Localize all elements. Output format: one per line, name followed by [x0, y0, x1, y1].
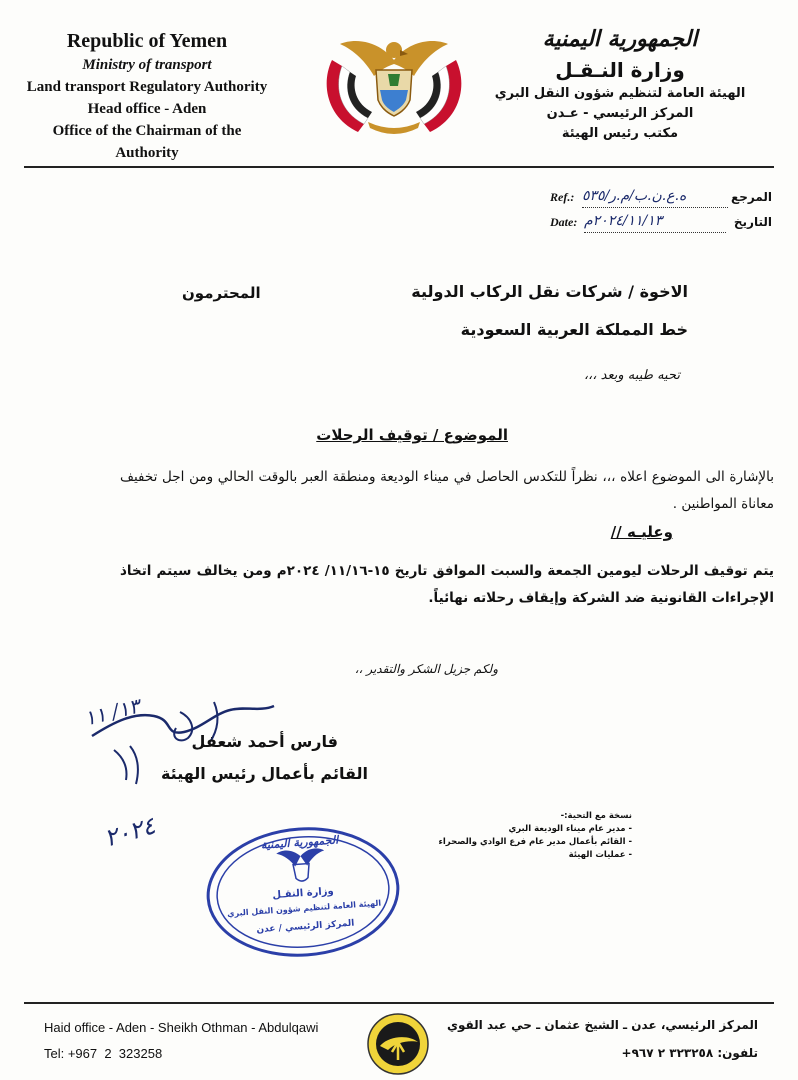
header-ar-line3: الهيئة العامة لتنظيم شؤون النقل البري [494, 86, 746, 101]
ref-ar-label: المرجع [731, 190, 772, 204]
stamp-top: الجمهورية اليمنية [260, 833, 339, 852]
recipient-line2: خط المملكة العربية السعودية [460, 320, 688, 339]
header-en-line1: Republic of Yemen [66, 30, 228, 52]
recipient-line1: الاخوة / شركات نقل الركاب الدولية [411, 282, 688, 301]
body-paragraph-1: بالإشارة الى الموضوع اعلاه ،،، نظراً للتكدس الحاصل في ميناء الوديعة ومنطقة العبر بالوقت الحالي ومن اجل تخفيف معاناة المواطنين . [120, 469, 774, 512]
recipient-honorific: المحترمون [182, 284, 261, 302]
date-ar-label: التاريخ [733, 215, 772, 229]
header-arabic [470, 22, 770, 144]
date-value: ٢٠٢٤/١١/١٣م [584, 213, 663, 229]
stamp-line2: الهيئة العامة لتنظيم شؤون النقل البري [226, 898, 382, 919]
footer-en-address: Haid office - Aden - Sheikh Othman - Abdulqawi [44, 1020, 319, 1035]
footer-divider [24, 1002, 774, 1004]
footer-logo-icon [366, 1012, 430, 1076]
header-en-line4: Head office - Aden [87, 101, 207, 117]
heading-wa-alayh: وعليـه // [610, 523, 673, 541]
header-ar-line4: المركز الرئيسي - عـدن [546, 106, 694, 121]
stamp-line3: المركز الرئيسي / عدن [256, 918, 355, 936]
header-english [22, 28, 272, 164]
closing: ولكم جزيل الشكر والتقدير ،، [354, 662, 498, 676]
cc-title: نسخة مع التحية:- [560, 811, 632, 821]
official-stamp [201, 819, 406, 964]
handwritten-date-1: ١٣/ ١١ [81, 693, 143, 731]
footer-ar-address: المركز الرئيسي، عدن ـ الشيخ عثمان ـ حي عبد القوي [446, 1018, 758, 1032]
ref-en-label: Ref.: [550, 190, 575, 204]
date-en-label: Date: [550, 215, 578, 229]
signatory-name: فارس أحمد شعفل [191, 732, 338, 751]
cc-list [439, 810, 632, 862]
header-ar-line2: وزارة النـقـل [555, 58, 685, 82]
handwritten-date-2: ٢٠٢٤ [101, 811, 159, 853]
header-ar-line1: الجمهورية اليمنية [542, 26, 698, 52]
greeting: تحيه طيبه وبعد ،،، [583, 368, 680, 383]
date-line [550, 213, 772, 235]
header-en-line3: Land transport Regulatory Authority [26, 79, 268, 95]
body-paragraph-2: يتم توقيف الرحلات ليومين الجمعة والسبت الموافق تاريخ ١٥-١١/١٦/ ٢٠٢٤م ومن يخالف سيتم اتخاذ الإجراءات القانونية ضد الشركة وإيقاف رحلاته نهائياً. [120, 563, 774, 606]
footer-ar-tel: تلفون: ٣٢٣٢٥٨ ٢ ٩٦٧+ [621, 1046, 758, 1060]
footer-en-tel: Tel: +967 2 323258 [44, 1046, 163, 1061]
cc-item: - القائم بأعمال مدير عام فرع الوادي والصحراء [438, 837, 632, 847]
cc-item: - مدير عام ميناء الوديعة البري [508, 824, 632, 834]
cc-item: - عمليات الهيئة [568, 850, 632, 860]
signatory-title: القائم بأعمال رئيس الهيئة [160, 764, 368, 783]
yemen-emblem-icon [318, 30, 470, 142]
header-ar-line5: مكتب رئيس الهيئة [561, 126, 679, 141]
header-divider [24, 166, 774, 168]
header-en-line5: Office of the Chairman of the Authority [52, 123, 242, 161]
subject: الموضوع / توقيف الرحلات [316, 426, 508, 444]
header-en-line2: Ministry of transport [82, 57, 212, 73]
ref-line [550, 188, 772, 210]
handwritten-stroke-icon [108, 740, 148, 790]
ref-value: ه.ع.ن.ب/م.ر/٥٣٥ [582, 188, 687, 204]
stamp-line1: وزارة النقـل [272, 885, 335, 902]
